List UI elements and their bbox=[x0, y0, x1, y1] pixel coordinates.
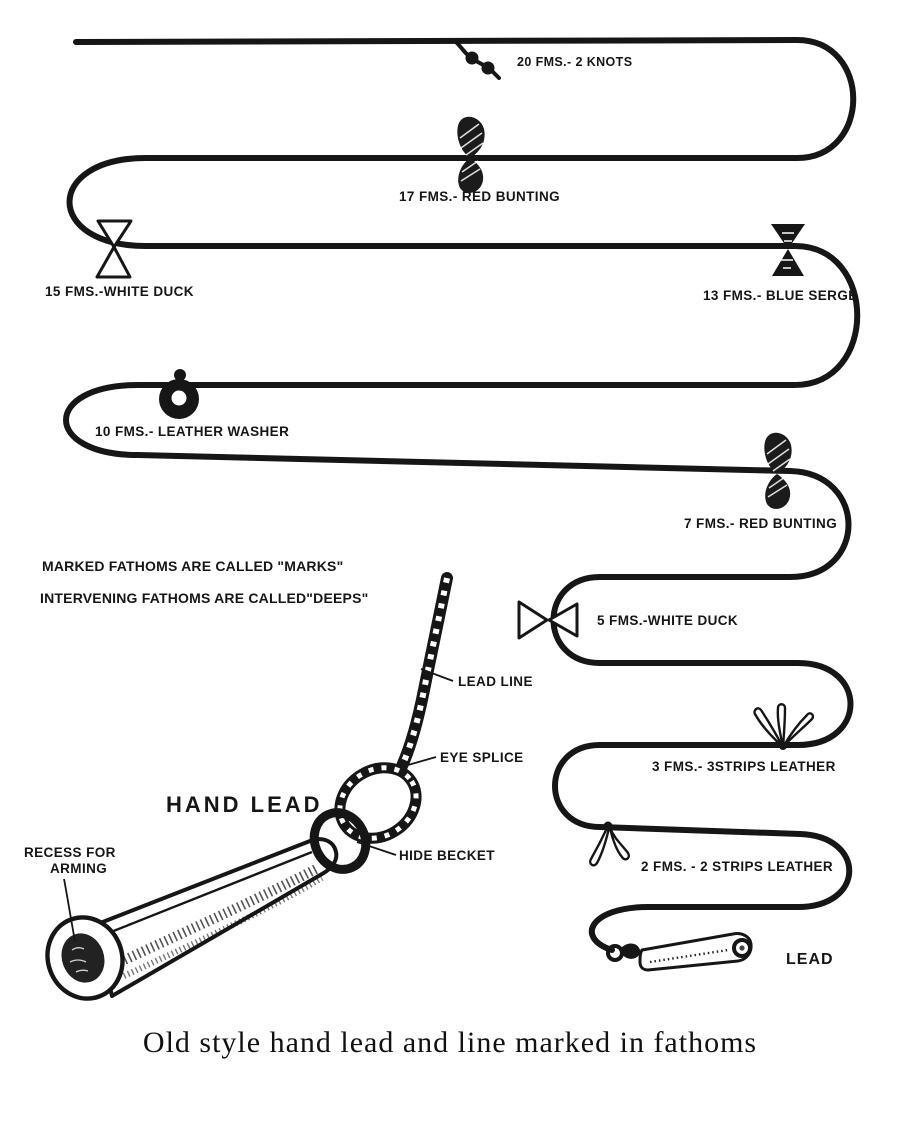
marker-15fms-white-duck bbox=[97, 221, 131, 277]
label-20fms: 20 FMS.- 2 KNOTS bbox=[517, 55, 633, 69]
note-deeps: INTERVENING FATHOMS ARE CALLED"DEEPS" bbox=[40, 590, 369, 606]
figure-caption: Old style hand lead and line marked in fathoms bbox=[142, 1026, 758, 1059]
lead-weight bbox=[608, 933, 751, 970]
label-5fms: 5 FMS.-WHITE DUCK bbox=[597, 613, 739, 628]
label-13fms: 13 FMS.- BLUE SERGE bbox=[703, 288, 858, 303]
marker-20fms-2-knots bbox=[455, 41, 499, 78]
note-marks: MARKED FATHOMS ARE CALLED "MARKS" bbox=[42, 558, 344, 574]
eye-splice-ring bbox=[326, 754, 429, 853]
label-eye-splice: EYE SPLICE bbox=[440, 750, 524, 765]
label-3fms: 3 FMS.- 3STRIPS LEATHER bbox=[652, 759, 836, 774]
label-recess-line1: RECESS FOR bbox=[24, 845, 116, 860]
label-recess-line2: ARMING bbox=[50, 861, 108, 876]
marker-13fms-blue-serge bbox=[771, 224, 805, 276]
label-lead-line: LEAD LINE bbox=[458, 674, 533, 689]
marker-17fms-red-bunting bbox=[457, 117, 484, 193]
label-7fms: 7 FMS.- RED BUNTING bbox=[684, 516, 838, 531]
marker-5fms-white-duck bbox=[519, 602, 577, 638]
label-lead: LEAD bbox=[786, 951, 834, 968]
label-10fms: 10 FMS.- LEATHER WASHER bbox=[95, 424, 290, 439]
label-15fms: 15 FMS.-WHITE DUCK bbox=[45, 284, 194, 299]
label-2fms: 2 FMS. - 2 STRIPS LEATHER bbox=[641, 859, 834, 874]
label-hide-becket: HIDE BECKET bbox=[399, 848, 495, 863]
marker-10fms-leather-washer bbox=[159, 369, 199, 419]
label-17fms: 17 FMS.- RED BUNTING bbox=[399, 189, 561, 204]
label-hand-lead: HAND LEAD bbox=[166, 792, 323, 817]
